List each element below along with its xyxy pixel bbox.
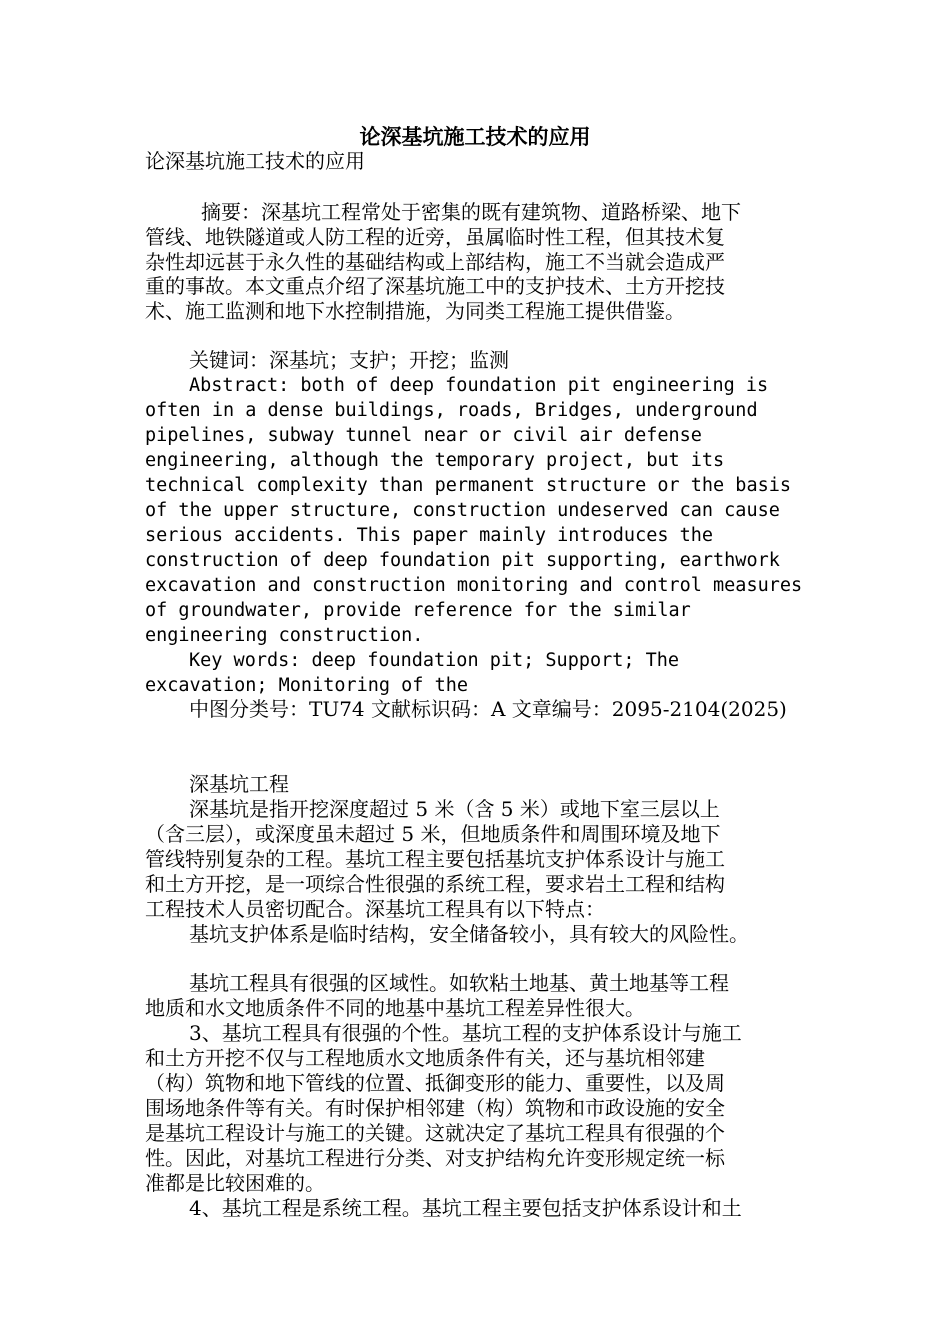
abstract-en-line: technical complexity than permanent structure or the basis [145, 475, 792, 496]
body-line: 深基坑是指开挖深度超过 5 米（含 5 米）或地下室三层以上 [189, 797, 720, 821]
subtitle: 论深基坑施工技术的应用 [145, 149, 365, 173]
abstract-en-line: pipelines, subway tunnel near or civil air defense [145, 425, 702, 446]
body-line: 基坑支护体系是临时结构，安全储备较小，具有较大的风险性。 [189, 922, 749, 946]
body-line: （构）筑物和地下管线的位置、抵御变形的能力、重要性，以及周 [145, 1071, 725, 1095]
body-line: 和土方开挖，是一项综合性很强的系统工程，要求岩土工程和结构 [145, 872, 725, 896]
body-line: 和土方开挖不仅与工程地质水文地质条件有关，还与基坑相邻建 [145, 1046, 705, 1070]
abstract-cn-line: 摘要：深基坑工程常处于密集的既有建筑物、道路桥梁、地下 [201, 200, 741, 224]
abstract-cn-line: 管线、地铁隧道或人防工程的近旁，虽属临时性工程，但其技术复 [145, 225, 725, 249]
abstract-en-line: of the upper structure, construction undeserved can cause [145, 500, 780, 521]
keywords-en-line: excavation; Monitoring of the [145, 675, 469, 696]
keywords-en-line: Key words: deep foundation pit; Support; The [189, 650, 680, 671]
keywords-cn: 关键词：深基坑；支护；开挖；监测 [189, 348, 509, 372]
body-line: 是基坑工程设计与施工的关键。这就决定了基坑工程具有很强的个 [145, 1121, 725, 1145]
abstract-en-line: of groundwater, provide reference for the similar [145, 600, 691, 621]
body-line: 地质和水文地质条件不同的地基中基坑工程差异性很大。 [145, 996, 645, 1020]
abstract-en-line: construction of deep foundation pit supporting, earthwork [145, 550, 780, 571]
body-line: 3、基坑工程具有很强的个性。基坑工程的支护体系设计与施工 [189, 1021, 742, 1045]
page-title: 论深基坑施工技术的应用 [359, 124, 591, 149]
body-line: 准都是比较困难的。 [145, 1171, 325, 1195]
body-line: 管线特别复杂的工程。基坑工程主要包括基坑支护体系设计与施工 [145, 847, 725, 871]
abstract-cn-line: 术、施工监测和地下水控制措施，为同类工程施工提供借鉴。 [145, 299, 685, 323]
body-line: 性。因此，对基坑工程进行分类、对支护结构允许变形规定统一标 [145, 1146, 725, 1170]
body-line: 工程技术人员密切配合。深基坑工程具有以下特点： [145, 897, 605, 921]
classification-line: 中图分类号：TU74 文献标识码：A 文章编号：2095-2104(2025) [189, 697, 787, 721]
abstract-en-line: Abstract: both of deep foundation pit engineering is [189, 375, 769, 396]
body-line: 4、基坑工程是系统工程。基坑工程主要包括支护体系设计和土 [189, 1196, 742, 1220]
body-line: 基坑工程具有很强的区域性。如软粘土地基、黄土地基等工程 [189, 971, 729, 995]
body-line: 围场地条件等有关。有时保护相邻建（构）筑物和市政设施的安全 [145, 1096, 725, 1120]
body-line: （含三层），或深度虽未超过 5 米，但地质条件和周围环境及地下 [145, 822, 721, 846]
section-heading: 深基坑工程 [189, 772, 289, 796]
abstract-en-line: engineering construction. [145, 625, 424, 646]
abstract-en-line: excavation and construction monitoring and control measures [145, 575, 803, 596]
abstract-en-line: often in a dense buildings, roads, Bridges, underground [145, 400, 758, 421]
abstract-cn-line: 重的事故。本文重点介绍了深基坑施工中的支护技术、土方开挖技 [145, 274, 725, 298]
abstract-en-line: engineering, although the temporary project, but its [145, 450, 725, 471]
abstract-en-line: serious accidents. This paper mainly introduces the [145, 525, 714, 546]
abstract-cn-line: 杂性却远甚于永久性的基础结构或上部结构，施工不当就会造成严 [145, 250, 725, 274]
